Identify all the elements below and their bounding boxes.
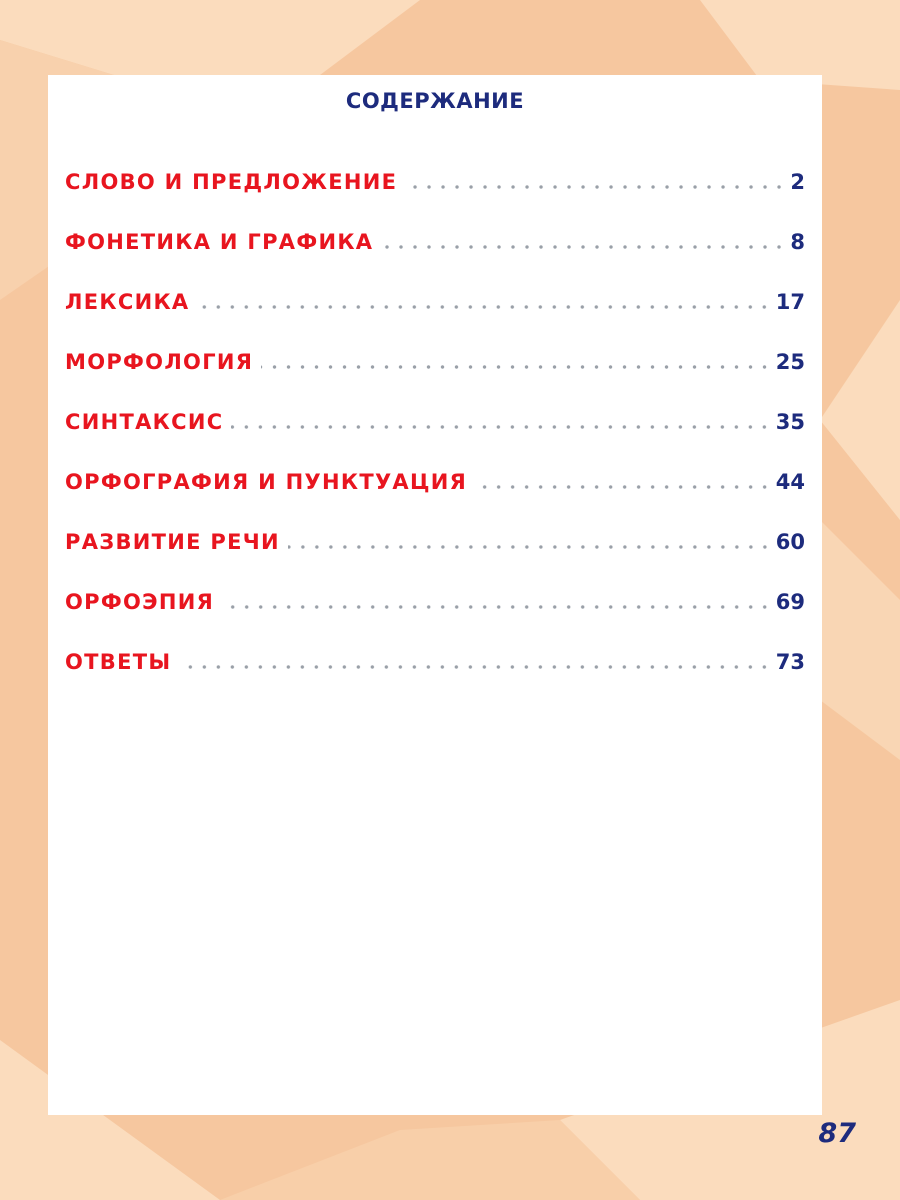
toc-entry[interactable] — [65, 530, 805, 590]
leader-dots — [261, 365, 772, 369]
toc-entry-label: СИНТАКСИС — [65, 410, 224, 434]
leader-dots — [381, 245, 786, 249]
toc-entry[interactable] — [65, 470, 805, 530]
toc-entry-label: ОТВЕТЫ — [65, 650, 172, 674]
contents-sheet — [48, 75, 822, 1115]
toc-entry[interactable] — [65, 290, 805, 350]
toc-entry[interactable] — [65, 170, 805, 230]
toc-entry[interactable] — [65, 350, 805, 410]
toc-entry-page: 60 — [775, 530, 805, 554]
leader-dots — [179, 665, 771, 669]
toc-entry-label: ОРФОЭПИЯ — [65, 590, 215, 614]
toc-entry-page: 17 — [775, 290, 805, 314]
toc-list — [65, 170, 805, 710]
leader-dots — [231, 425, 771, 429]
toc-entry-page: 8 — [790, 230, 805, 254]
leader-dots — [197, 305, 771, 309]
toc-entry[interactable] — [65, 590, 805, 650]
toc-entry[interactable] — [65, 230, 805, 290]
toc-entry-page: 69 — [775, 590, 805, 614]
toc-entry-label: СЛОВО И ПРЕДЛОЖЕНИЕ — [65, 170, 398, 194]
toc-entry-label: ЛЕКСИКА — [65, 290, 190, 314]
toc-entry-page: 44 — [775, 470, 805, 494]
toc-entry-page: 25 — [775, 350, 805, 374]
toc-entry-page: 2 — [790, 170, 805, 194]
toc-title: СОДЕРЖАНИЕ — [345, 89, 525, 113]
toc-entry-label: МОРФОЛОГИЯ — [65, 350, 254, 374]
leader-dots — [222, 605, 772, 609]
toc-entry-label: РАЗВИТИЕ РЕЧИ — [65, 530, 280, 554]
toc-entry-page: 35 — [775, 410, 805, 434]
toc-entry-page: 73 — [775, 650, 805, 674]
leader-dots — [475, 485, 772, 489]
toc-entry[interactable] — [65, 650, 805, 710]
page-number: 87 — [818, 1118, 856, 1149]
toc-entry[interactable] — [65, 410, 805, 470]
toc-entry-label: ОРФОГРАФИЯ И ПУНКТУАЦИЯ — [65, 470, 468, 494]
leader-dots — [405, 185, 786, 189]
leader-dots — [288, 545, 772, 549]
toc-entry-label: ФОНЕТИКА И ГРАФИКА — [65, 230, 374, 254]
